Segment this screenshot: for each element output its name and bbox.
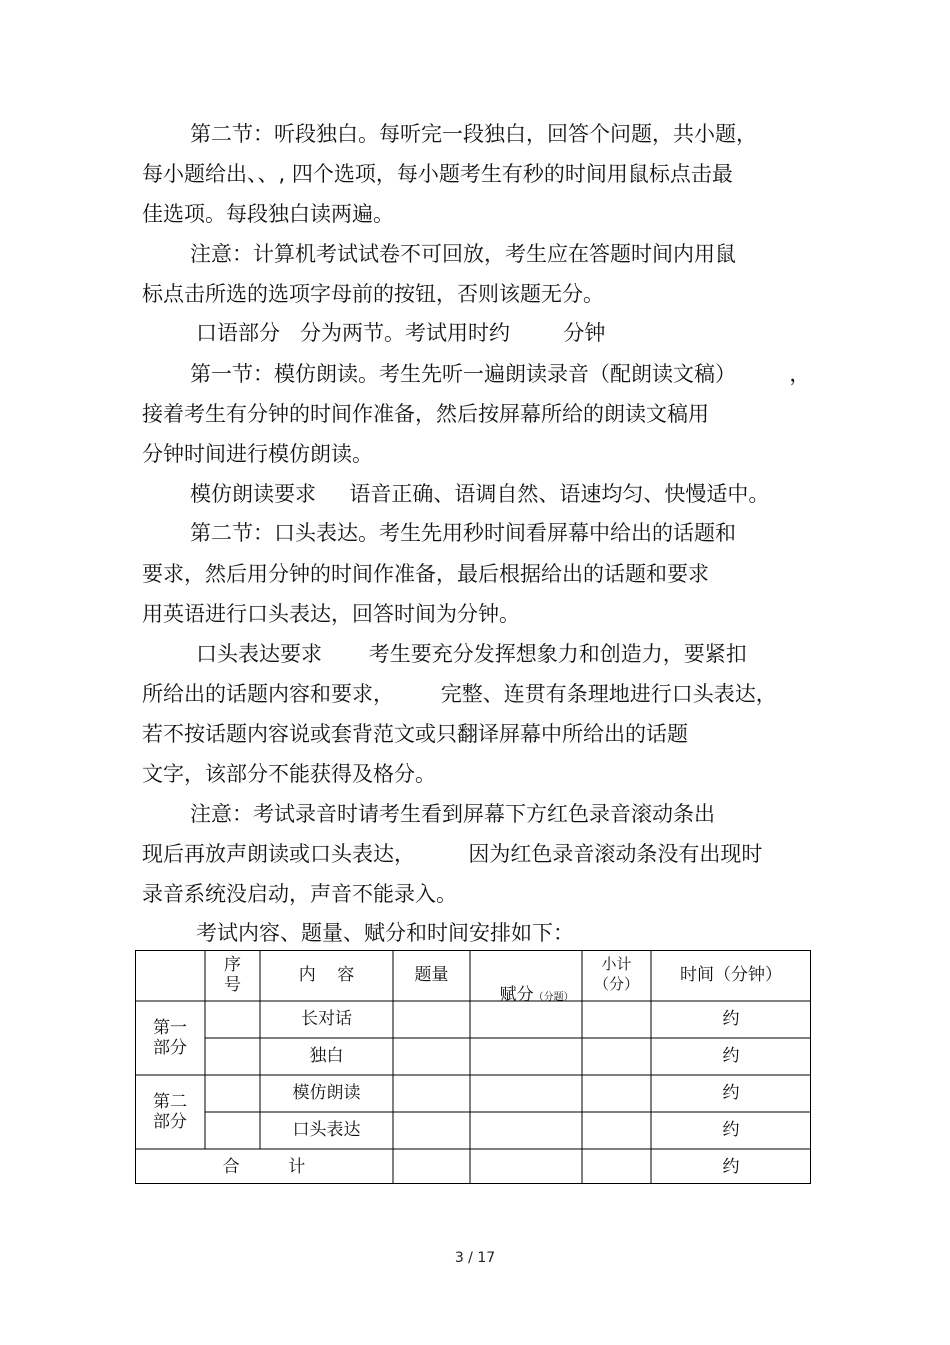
paragraph-line: 第二节：口头表达。考生先用秒时间看屏幕中给出的话题和 — [190, 521, 736, 545]
row-content: 口头表达 — [292, 1120, 361, 1140]
paragraph-line: 每小题给出、、, 四个选项，每小题考生有秒的时间用鼠标点击最 — [142, 162, 733, 186]
header-subtotal: 小计 （分） — [593, 955, 639, 993]
header-score-label: 赋分 — [499, 985, 534, 1005]
total-label: 合 计 — [222, 1157, 306, 1177]
paragraph-line: 接着考生有分钟的时间作准备，然后按屏幕所给的朗读文稿用 — [142, 402, 709, 426]
paragraph-line: 标点击所选的选项字母前的按钮，否则该题无分。 — [142, 282, 604, 306]
page-number: 3 / 17 — [454, 1250, 496, 1266]
paragraph-line: 分钟时间进行模仿朗读。 — [142, 442, 373, 466]
paragraph-line: 模仿朗读要求 语音正确、语调自然、语速均匀、快慢适中。 — [190, 482, 770, 506]
row-time: 约 — [722, 1046, 740, 1066]
paragraph-line: 第一节：模仿朗读。考生先听一遍朗读录音（配朗读文稿） ， — [190, 362, 811, 386]
row-time: 约 — [722, 1009, 740, 1029]
row-time: 约 — [722, 1120, 740, 1140]
paragraph-line: 第二节：听段独白。每听完一段独白，回答个问题，共小题， — [190, 122, 757, 146]
header-seq: 序 号 — [224, 955, 241, 995]
exam-schedule-table — [135, 950, 811, 1184]
paragraph-line: 口头表达要求 考生要充分发挥想象力和创造力，要紧扣 — [196, 642, 747, 666]
row-content: 模仿朗读 — [292, 1083, 361, 1103]
header-count: 题量 — [414, 965, 449, 985]
header-score — [470, 965, 582, 1028]
part1-label: 第一 部分 — [153, 1018, 187, 1058]
part2-label: 第二 部分 — [153, 1092, 187, 1132]
paragraph-line: 所给出的话题内容和要求， 完整、连贯有条理地进行口头表达， — [142, 682, 777, 706]
paragraph-line: 现后再放声朗读或口头表达， 因为红色录音滚动条没有出现时 — [142, 842, 763, 866]
paragraph-line: 佳选项。每段独白读两遍。 — [142, 202, 394, 226]
paragraph-line: 文字，该部分不能获得及格分。 — [142, 762, 436, 786]
row-time: 约 — [722, 1083, 740, 1103]
paragraph-line: 注意：计算机考试试卷不可回放，考生应在答题时间内用鼠 — [190, 242, 736, 266]
row-content: 长对话 — [301, 1009, 352, 1029]
paragraph-line: 注意：考试录音时请考生看到屏幕下方红色录音滚动条出 — [190, 802, 715, 826]
total-time: 约 — [722, 1157, 740, 1177]
paragraph-line: 录音系统没启动，声音不能录入。 — [142, 882, 457, 906]
header-content: 内 容 — [298, 965, 355, 985]
paragraph-line: 用英语进行口头表达，回答时间为分钟。 — [142, 602, 520, 626]
header-score-unit: （分题） — [533, 992, 574, 1003]
row-content: 独白 — [309, 1046, 344, 1066]
paragraph-line: 要求，然后用分钟的时间作准备，最后根据给出的话题和要求 — [142, 562, 709, 586]
paragraph-line: 口语部分 分为两节。考试用时约 分钟 — [196, 321, 606, 345]
paragraph-line: 考试内容、题量、赋分和时间安排如下： — [196, 921, 574, 945]
paragraph-line: 若不按话题内容说或套背范文或只翻译屏幕中所给出的话题 — [142, 722, 688, 746]
header-time: 时间（分钟） — [680, 965, 782, 985]
